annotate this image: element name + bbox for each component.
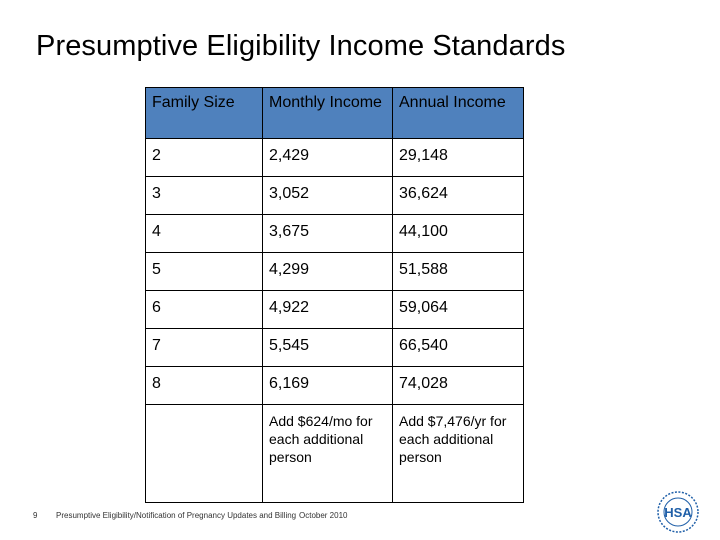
monthly-income-cell: 4,299: [263, 253, 393, 291]
annual-income-cell: 44,100: [393, 215, 524, 253]
table-row: [146, 329, 524, 367]
header-monthly-income: Monthly Income: [263, 88, 393, 139]
footer-date: October 2010: [299, 511, 348, 520]
table-row: [146, 177, 524, 215]
empty-cell: [146, 405, 263, 503]
page-number: 9: [33, 511, 38, 520]
table-row: [146, 367, 524, 405]
monthly-income-cell: 4,922: [263, 291, 393, 329]
family-size-cell: 5: [146, 253, 263, 291]
monthly-income-cell: 3,675: [263, 215, 393, 253]
table-row: [146, 215, 524, 253]
monthly-income-cell: 3,052: [263, 177, 393, 215]
table-header-row: [146, 88, 524, 139]
annual-income-cell: 51,588: [393, 253, 524, 291]
table-row: [146, 253, 524, 291]
logo-text: HSA: [664, 505, 692, 520]
page-title: Presumptive Eligibility Income Standards: [36, 30, 566, 62]
table-row: [146, 139, 524, 177]
monthly-income-cell: 6,169: [263, 367, 393, 405]
family-size-cell: 7: [146, 329, 263, 367]
header-family-size: Family Size: [146, 88, 263, 139]
annual-income-cell: 74,028: [393, 367, 524, 405]
family-size-cell: 2: [146, 139, 263, 177]
header-annual-income: Annual Income: [393, 88, 524, 139]
family-size-cell: 6: [146, 291, 263, 329]
monthly-income-cell: 5,545: [263, 329, 393, 367]
annual-additional-note: Add $7,476/yr for each additional person: [393, 405, 524, 503]
annual-income-cell: 36,624: [393, 177, 524, 215]
table-row: [146, 291, 524, 329]
family-size-cell: 3: [146, 177, 263, 215]
additional-person-row: [146, 405, 524, 503]
footer-title: Presumptive Eligibility/Notification of Pregnancy Updates and Billing: [56, 511, 297, 520]
monthly-additional-note: Add $624/mo for each additional person: [263, 405, 393, 503]
family-size-cell: 8: [146, 367, 263, 405]
hsa-logo: [656, 490, 700, 534]
annual-income-cell: 66,540: [393, 329, 524, 367]
annual-income-cell: 59,064: [393, 291, 524, 329]
monthly-income-cell: 2,429: [263, 139, 393, 177]
annual-income-cell: 29,148: [393, 139, 524, 177]
family-size-cell: 4: [146, 215, 263, 253]
income-standards-table: [145, 87, 524, 503]
